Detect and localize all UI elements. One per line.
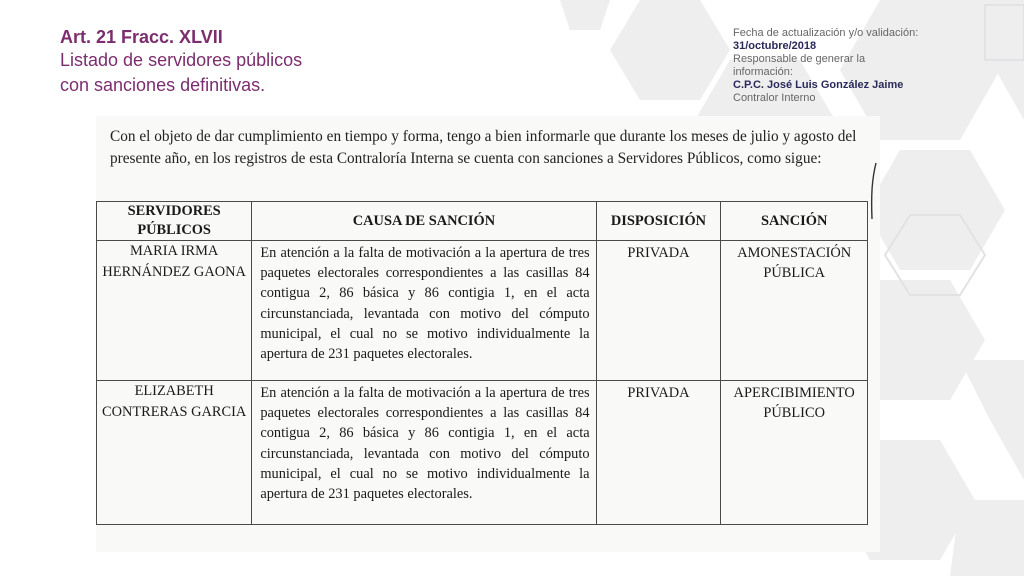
document-intro: Con el objeto de dar cumplimiento en tiempo y forma, tengo a bien informarle que durante los meses de julio y agosto del presente año, en los registros de esta Contraloría Interna se cuenta con sanciones a Servidores Públicos, como sigue:	[110, 128, 857, 167]
col-servidores-line1: SERVIDORES	[127, 203, 221, 219]
responsible-label-1: Responsable de generar la	[733, 53, 866, 65]
responsible-role: Contralor Interno	[733, 92, 816, 104]
sanction-line1: APERCIBIMIENTO	[733, 385, 855, 401]
scanned-document	[96, 116, 880, 552]
row-cause: En atención a la falta de motivación a la apertura de tres paquetes electorales correspondientes a las casillas 84 contigua 2, 86 básica y 86 contigia 1, en el acta circunstanciada, levantada con motivo del cómputo municipal, el cual no se motivo individualmente la apertura de 231 paquetes electorales.	[252, 241, 596, 381]
col-servidores-line2: PÚBLICOS	[137, 222, 211, 238]
article-title: Art. 21 Fracc. XLVII	[60, 27, 223, 47]
table-row	[97, 241, 868, 381]
subtitle-line-1: Listado de servidores públicos	[60, 50, 303, 70]
row-cause: En atención a la falta de motivación a la apertura de tres paquetes electorales correspondientes a las casillas 84 contigua 2, 86 básica y 86 contigia 1, en el acta circunstanciada, levantada con motivo del cómputo municipal, el cual no se motivo individualmente la apertura de 231 paquetes electorales.	[252, 381, 596, 525]
row-sanction	[721, 241, 868, 381]
row-name	[97, 381, 252, 525]
responsible-name: C.P.C. José Luis González Jaime	[733, 79, 904, 91]
row-disposition: PRIVADA	[596, 241, 721, 381]
sanction-line2: PÚBLICA	[763, 265, 825, 281]
sanctions-table	[96, 201, 868, 525]
update-label: Fecha de actualización y/o validación:	[733, 27, 919, 39]
responsible-label-2: información:	[733, 66, 793, 78]
metadata-block	[733, 27, 953, 105]
pen-mark	[866, 161, 880, 221]
subtitle-line-2: con sanciones definitivas.	[60, 75, 266, 95]
name-line1: ELIZABETH	[134, 383, 214, 399]
col-disposicion: DISPOSICIÓN	[596, 202, 721, 241]
row-disposition: PRIVADA	[596, 381, 721, 525]
table-header-row	[97, 202, 868, 241]
name-line1: MARIA IRMA	[129, 243, 219, 259]
col-servidores	[97, 202, 252, 241]
name-line2: HERNÁNDEZ GAONA	[102, 264, 246, 280]
col-causa: CAUSA DE SANCIÓN	[252, 202, 596, 241]
table-row	[97, 381, 868, 525]
row-sanction	[721, 381, 868, 525]
page-header	[60, 26, 420, 98]
name-line2: CONTRERAS GARCIA	[101, 404, 247, 420]
sanction-line1: AMONESTACIÓN	[737, 245, 852, 261]
update-date: 31/octubre/2018	[733, 40, 817, 52]
sanction-line2: PÚBLICO	[763, 405, 825, 421]
row-name	[97, 241, 252, 381]
col-sancion: SANCIÓN	[721, 202, 868, 241]
